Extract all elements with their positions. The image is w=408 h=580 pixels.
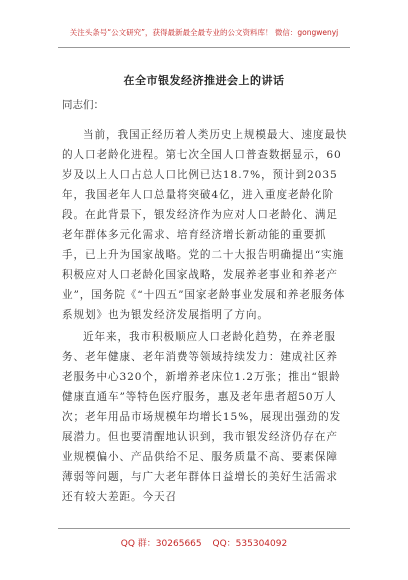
footer-qq: QQ：535304092 (212, 539, 288, 549)
page-header-banner: 关注头条号“公文研究”，获得最新最全最专业的公文资料库！ 微信：gongwenyj (69, 28, 339, 37)
salutation: 同志们： (62, 99, 104, 111)
footer-qq-group: QQ 群：30265665 (120, 539, 202, 549)
document-title: 在全市银发经济推进会上的讲话 (123, 74, 285, 87)
body-paragraph-1: 当前，我国正经历着人类历史上规模最大、速度最快的人口老龄化进程。第七次全国人口普查数据显示，60岁及以上人口占总人口比例已达18.7%，预计到2035年，我国老年人口总量将突破4亿，进入重度老龄化阶段。在此背景下，银发经济作为应对人口老龄化、满足老年群体多元化需求、培育经济增长新动能的重要抓手，已上升为国家战略。党的二十大报告明确提出“实施积极应对人口老龄化国家战略，发展养老事业和养老产业”，国务院《“十四五”国家老龄事业发展和养老服务体系规划》也为银发经济发展指明了方向。 (62, 129, 348, 321)
body-paragraph-2: 近年来，我市积极顺应人口老龄化趋势，在养老服务、老年健康、老年消费等领域持续发力：建成社区养老服务中心320个，新增养老床位1.2万张；推出“银龄健康直通车”等特色医疗服务，惠及老年患者超50万人次；老年用品市场规模年均增长15%，展现出强劲的发展潜力。但也要清醒地认识到，我市银发经济仍存在产业规模偏小、产品供给不足、服务质量不高、要素保障薄弱等问题，与广大老年群体日益增长的美好生活需求还有较大差距。今天召 (62, 331, 342, 503)
footer-divider (58, 528, 350, 529)
page-footer (0, 536, 408, 549)
header-divider (58, 47, 350, 48)
